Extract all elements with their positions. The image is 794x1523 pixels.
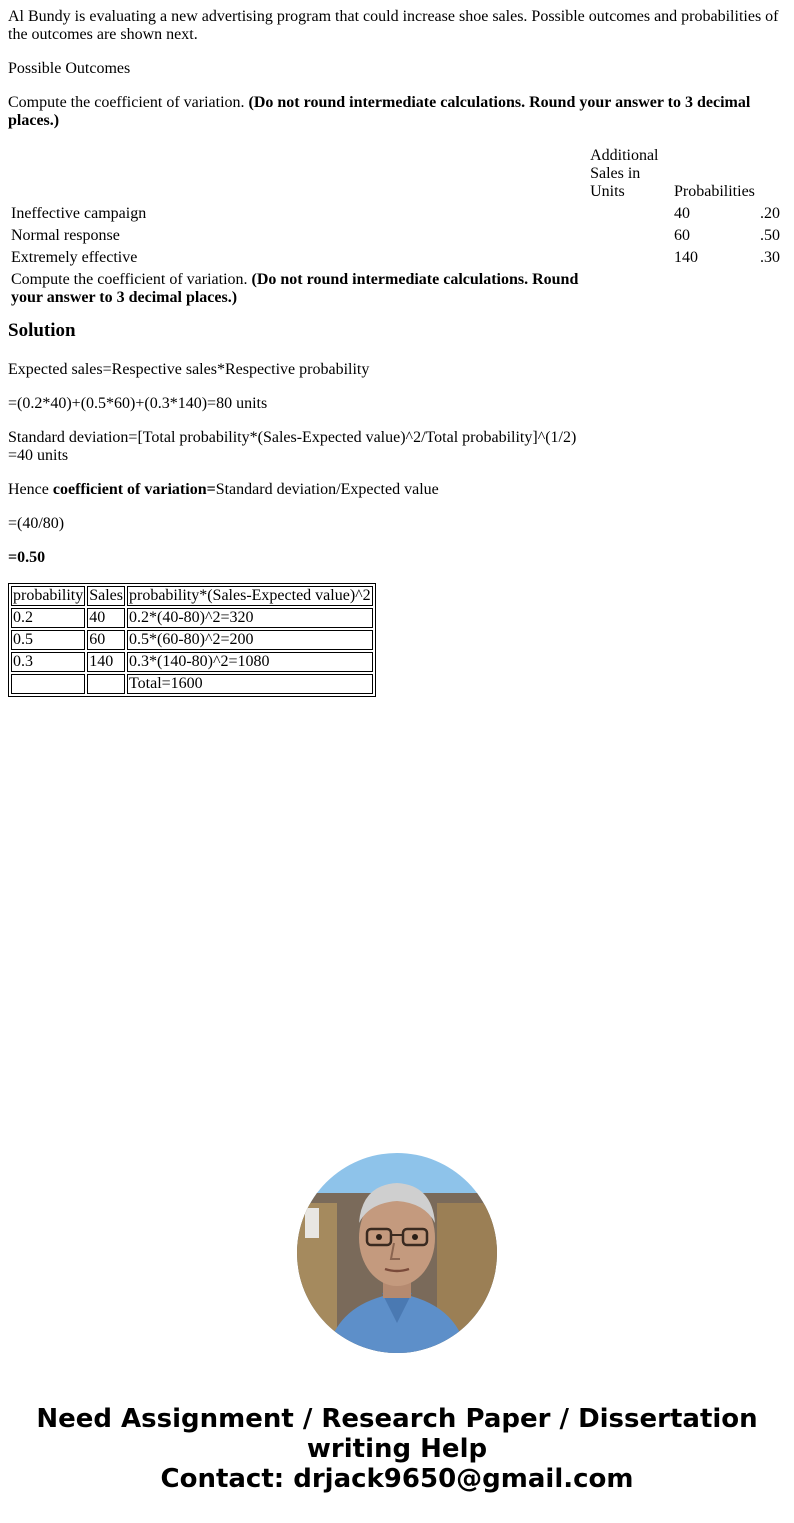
calc-cell: 0.5*(60-80)^2=200	[127, 630, 373, 650]
coefficient-of-variation-calculation: =(40/80)	[8, 515, 65, 532]
calc-cell	[11, 674, 85, 694]
calc-cell: 0.3*(140-80)^2=1080	[127, 652, 373, 672]
compute-row	[10, 270, 786, 308]
banner-contact: Contact: drjack9650@gmail.com	[160, 1464, 634, 1494]
outcome-probability: .30	[760, 249, 780, 266]
outcome-sales: 60	[674, 227, 691, 244]
calc-cell: 0.2	[11, 608, 85, 628]
banner-line-1: Need Assignment / Research Paper / Dissertation	[36, 1404, 758, 1434]
outcome-sales: 40	[674, 205, 691, 222]
calc-cell: 140	[87, 652, 125, 672]
possible-outcomes-label: Possible Outcomes	[8, 60, 131, 77]
table-row	[11, 652, 373, 672]
calc-cell: 0.2*(40-80)^2=320	[127, 608, 373, 628]
standard-deviation-result: =40 units	[8, 447, 69, 464]
calc-cell: 60	[87, 630, 125, 650]
contact-banner	[0, 1404, 794, 1494]
expected-sales-formula: Expected sales=Respective sales*Respective probability	[8, 361, 370, 378]
author-portrait-image	[297, 1153, 497, 1353]
outcome-label: Extremely effective	[11, 249, 138, 266]
calc-cell: 0.5	[11, 630, 85, 650]
table-row	[11, 674, 373, 694]
calc-cell: Total=1600	[127, 674, 373, 694]
banner-line-2: writing Help	[306, 1434, 488, 1464]
table-row	[11, 630, 373, 650]
solution-heading: Solution	[8, 320, 76, 341]
header-probabilities: Probabilities	[674, 183, 755, 200]
calc-header-cell: Sales	[89, 587, 123, 604]
coefficient-of-variation-result: =0.50	[8, 549, 46, 566]
outcome-probability: .20	[760, 205, 780, 222]
outcomes-header-row	[10, 146, 786, 202]
outcome-probability: .50	[760, 227, 780, 244]
outcomes-table	[8, 144, 788, 310]
variance-calculation-table	[8, 583, 376, 697]
compute-instruction-repeat: Compute the coefficient of variation. (Do not round intermediate calculations. Round your answer to 3 decimal places.)	[11, 271, 579, 306]
author-photo	[297, 1153, 497, 1353]
table-row	[10, 226, 786, 246]
outcome-label: Normal response	[11, 227, 120, 244]
compute-instruction-bold: (Do not round intermediate calculations. Round your answer to 3 decimal places.)	[8, 94, 751, 129]
compute-instruction	[8, 94, 786, 130]
table-row	[11, 608, 373, 628]
calc-cell: 40	[87, 608, 125, 628]
outcome-sales: 140	[674, 249, 699, 266]
calc-header-cell: probability	[13, 587, 84, 604]
intro-paragraph: Al Bundy is evaluating a new advertising program that could increase shoe sales. Possible outcomes and probabilities of the outcomes are shown next.	[8, 8, 779, 43]
calc-header-cell: probability*(Sales-Expected value)^2	[129, 587, 371, 604]
standard-deviation-formula: Standard deviation=[Total probability*(Sales-Expected value)^2/Total probability]^(1/2) =40 units	[8, 429, 577, 464]
coefficient-of-variation-formula: Hence coefficient of variation=Standard deviation/Expected value	[8, 481, 439, 498]
expected-sales-calculation: =(0.2*40)+(0.5*60)+(0.3*140)=80 units	[8, 395, 268, 412]
header-additional-sales: Additional Sales in Units	[590, 147, 659, 200]
outcome-label: Ineffective campaign	[11, 205, 147, 222]
table-row	[10, 248, 786, 268]
calc-cell	[87, 674, 125, 694]
compute-instruction-text: Compute the coefficient of variation.	[8, 94, 245, 111]
calc-header-row	[11, 586, 373, 606]
calc-cell: 0.3	[11, 652, 85, 672]
table-row	[10, 204, 786, 224]
